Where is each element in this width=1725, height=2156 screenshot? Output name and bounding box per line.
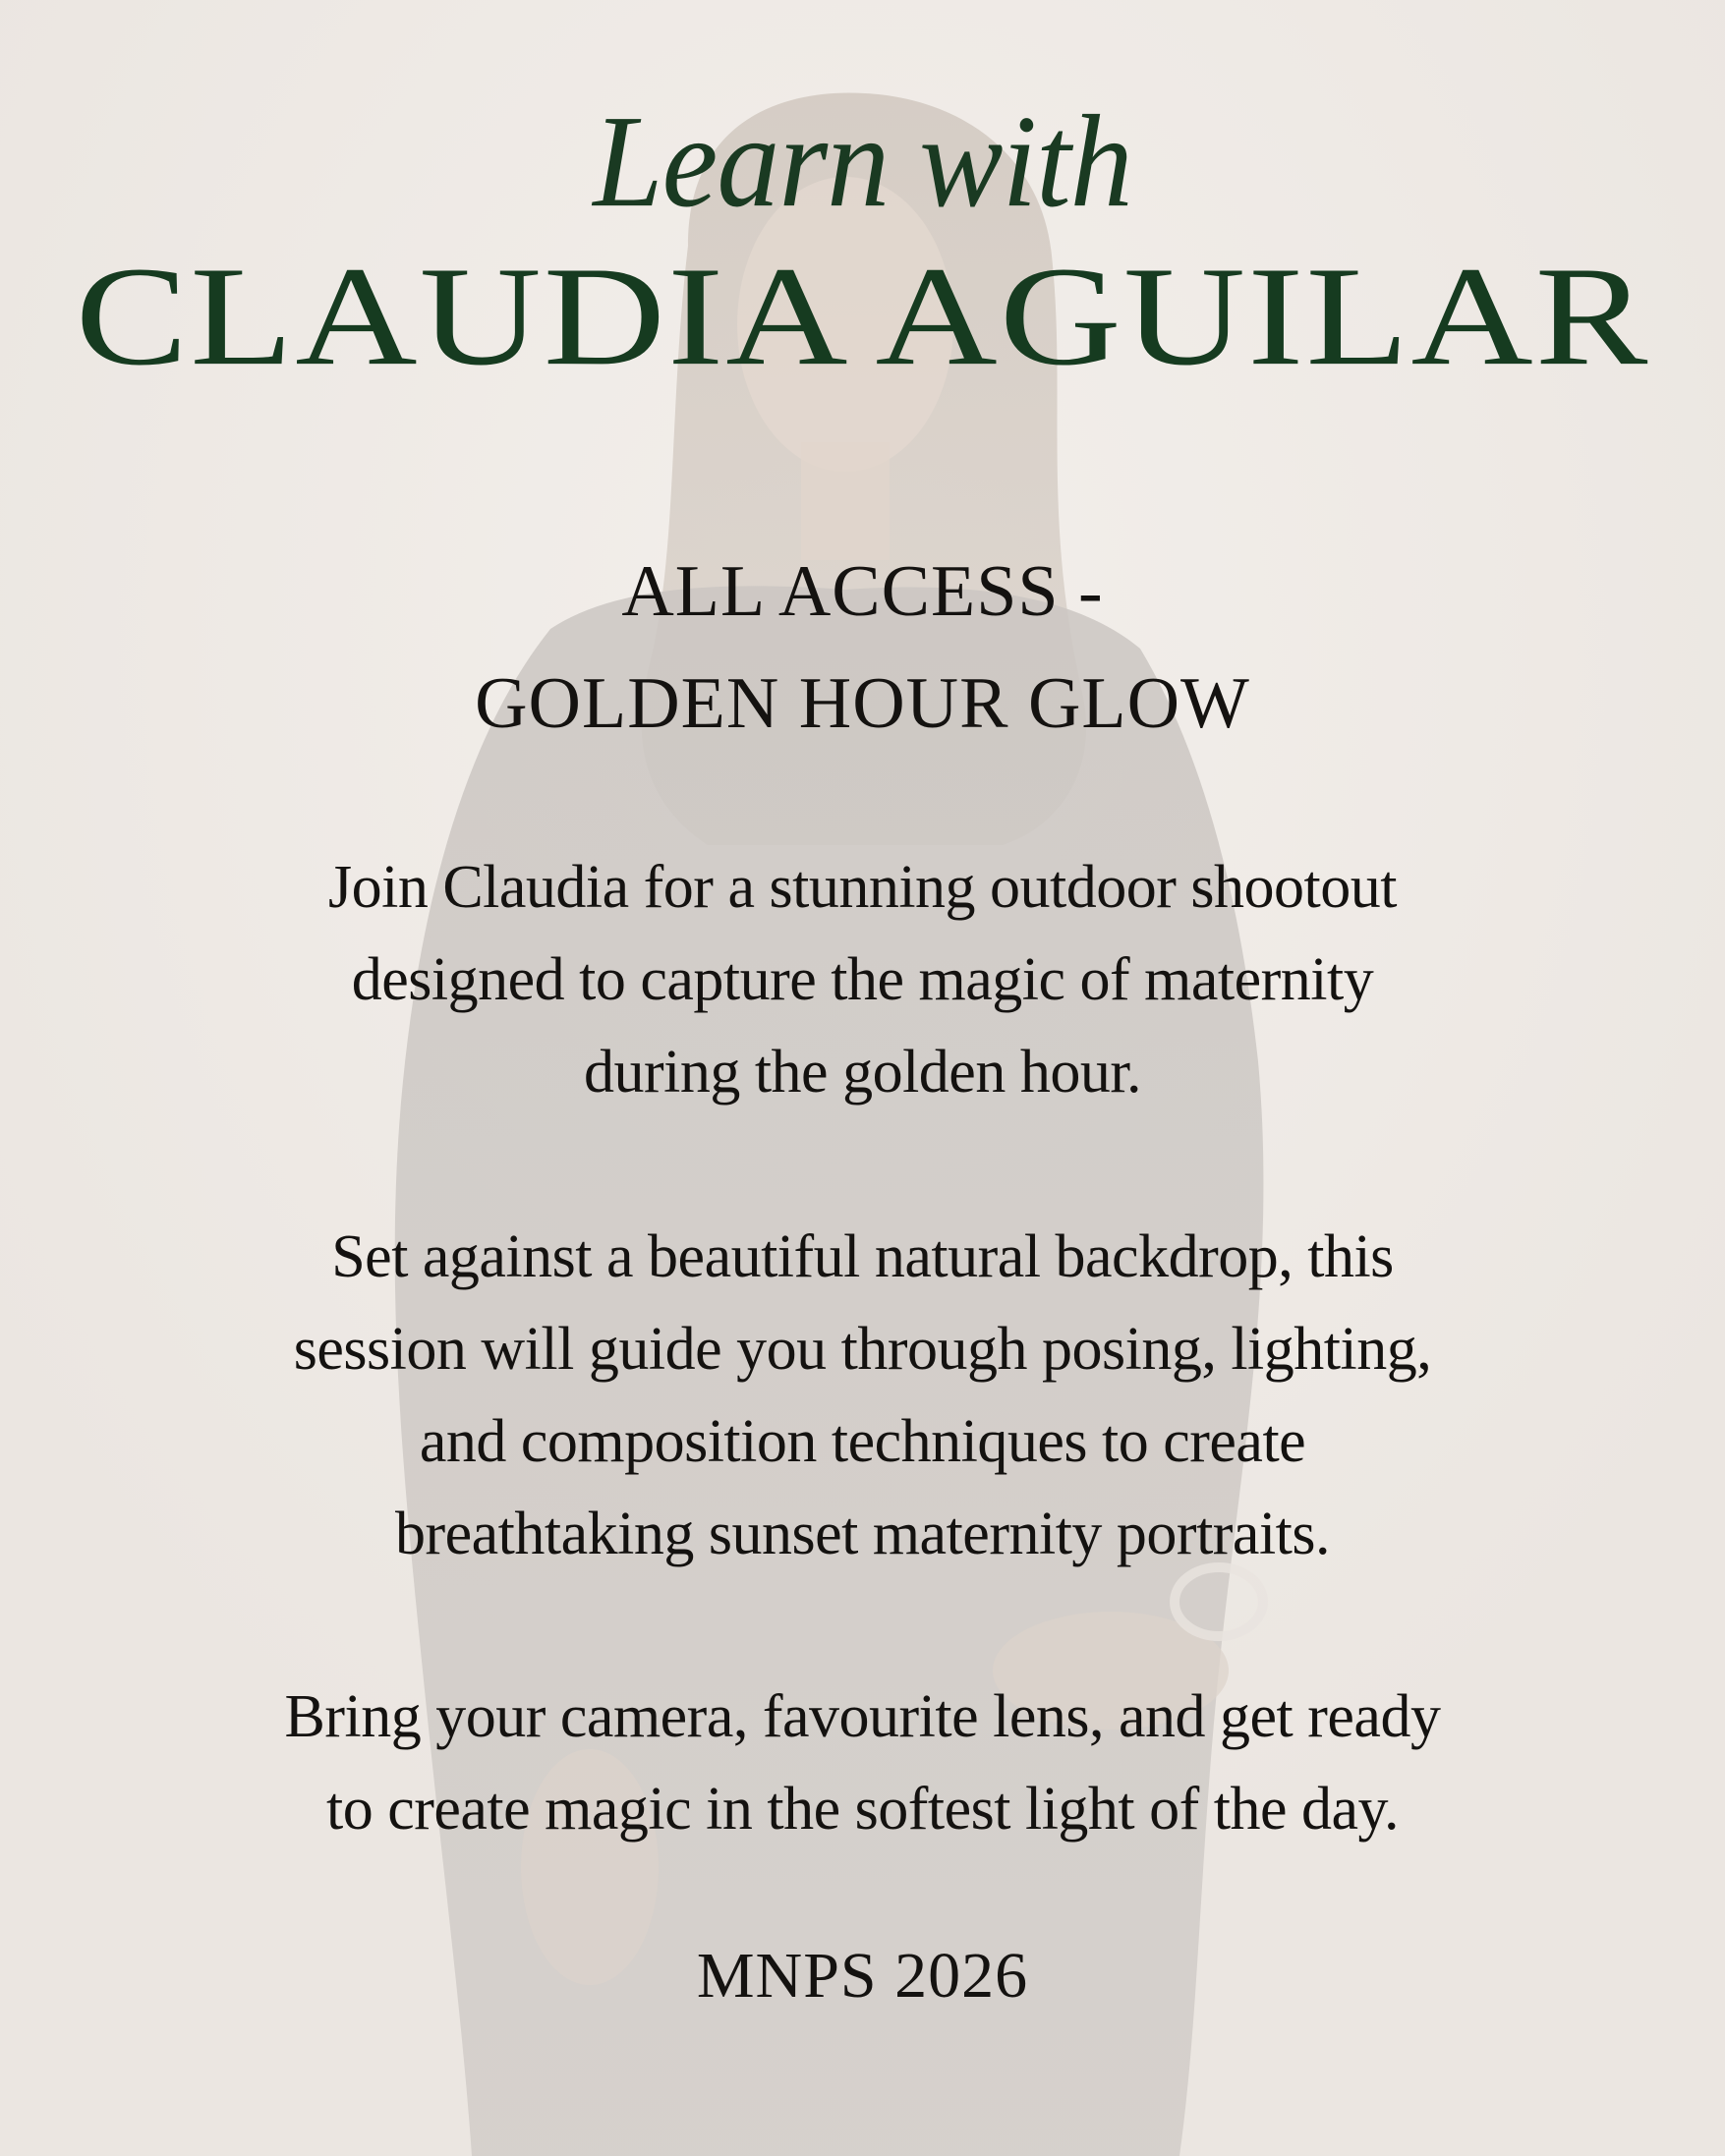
- paragraph-line: during the golden hour.: [583, 1039, 1142, 1106]
- paragraph-line: Set against a beautiful natural backdrop, this: [331, 1223, 1394, 1290]
- instructor-name-title: CLAUDIA AGUILAR: [75, 238, 1650, 396]
- paragraph-line: breathtaking sunset maternity portraits.: [394, 1501, 1331, 1567]
- paragraph-line: Bring your camera, favourite lens, and get ready: [284, 1683, 1441, 1750]
- paragraph-line: to create magic in the softest light of the day.: [325, 1776, 1400, 1843]
- paragraph-line: designed to capture the magic of maternity: [351, 946, 1374, 1013]
- script-heading: Learn with: [593, 87, 1132, 235]
- description-paragraph-3: [59, 1671, 1666, 1855]
- paragraph-line: session will guide you through posing, lighting,: [293, 1316, 1432, 1383]
- description-paragraph-2: [59, 1211, 1666, 1580]
- paragraph-line: and composition techniques to create: [419, 1408, 1306, 1475]
- subtitle-line-1: ALL ACCESS -: [621, 551, 1104, 632]
- subtitle-line-2: GOLDEN HOUR GLOW: [475, 663, 1250, 744]
- event-footer-label: MNPS 2026: [696, 1940, 1029, 2012]
- description-paragraph-1: [59, 841, 1666, 1118]
- session-subtitle: [0, 536, 1725, 760]
- paragraph-line: Join Claudia for a stunning outdoor shootout: [327, 854, 1398, 921]
